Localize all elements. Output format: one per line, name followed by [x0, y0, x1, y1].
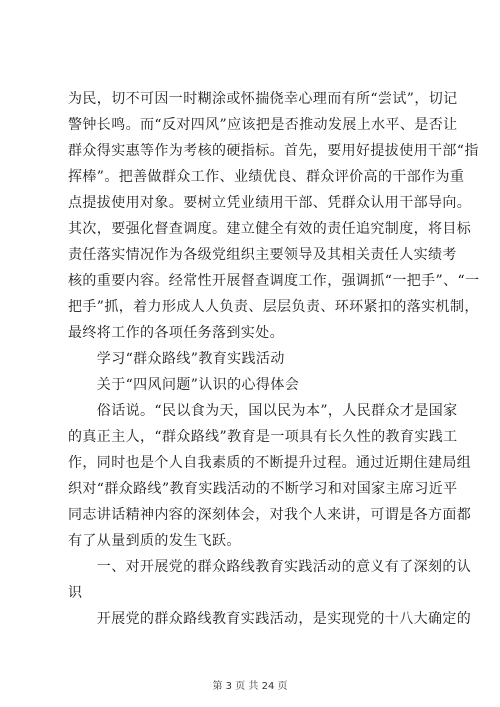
text-line: 织对“群众路线”教育实践活动的不断学习和对国家主席习近平	[68, 481, 458, 497]
text-line: 同志讲话精神内容的深刻体会，对我个人来讲，可谓是各方面都	[68, 507, 472, 523]
text-line: 挥棒”。把善做群众工作、业绩优良、群众评价高的干部作为重	[68, 169, 465, 185]
body-text	[68, 86, 480, 632]
text-line: 为民，切不可因一时糊涂或怀揣侥幸心理而有所“尝试”，切记	[68, 91, 458, 107]
text-line: 识	[68, 585, 83, 601]
text-line: 把手”抓，着力形成人人负责、层层负责、环环紧扣的落实机制，	[68, 299, 479, 315]
page-footer: 第 3 页 共 24 页	[212, 681, 288, 692]
section-heading: 学习“群众路线”教育实践活动	[68, 351, 285, 367]
text-line: 最终将工作的各项任务落到实处。	[68, 325, 284, 341]
section-subheading: 关于“四风问题”认识的心得体会	[68, 377, 300, 393]
section-heading: 一、对开展党的群众路线教育实践活动的意义有了深刻的认	[68, 559, 472, 575]
text-line: 作，同时也是个人自我素质的不断提升过程。通过近期住建局组	[68, 455, 472, 471]
text-line: 警钟长鸣。而“反对四风”应该把是否推动发展上水平、是否让	[68, 117, 458, 133]
text-line: 核的重要内容。经常性开展督查调度工作，强调抓“一把手”、“一	[68, 273, 480, 289]
text-line: 有了从量到质的发生飞跃。	[68, 533, 241, 549]
text-line: 点提拔使用对象。要树立凭业绩用干部、凭群众认用干部导向。	[68, 195, 472, 211]
text-line: 开展党的群众路线教育实践活动，是实现党的十八大确定的	[68, 611, 472, 627]
text-line: 的真正主人，“群众路线”教育是一项具有长久性的教育实践工	[68, 429, 458, 445]
text-line: 群众得实惠等作为考核的硬指标。首先，要用好提拔使用干部“指	[68, 143, 479, 159]
text-line: 其次，要强化督查调度。建立健全有效的责任追究制度，将目标	[68, 221, 472, 237]
text-line: 责任落实情况作为各级党组织主要领导及其相关责任人实绩考	[68, 247, 457, 263]
text-line: 俗话说。“民以食为天，国以民为本”，人民群众才是国家	[68, 403, 458, 419]
